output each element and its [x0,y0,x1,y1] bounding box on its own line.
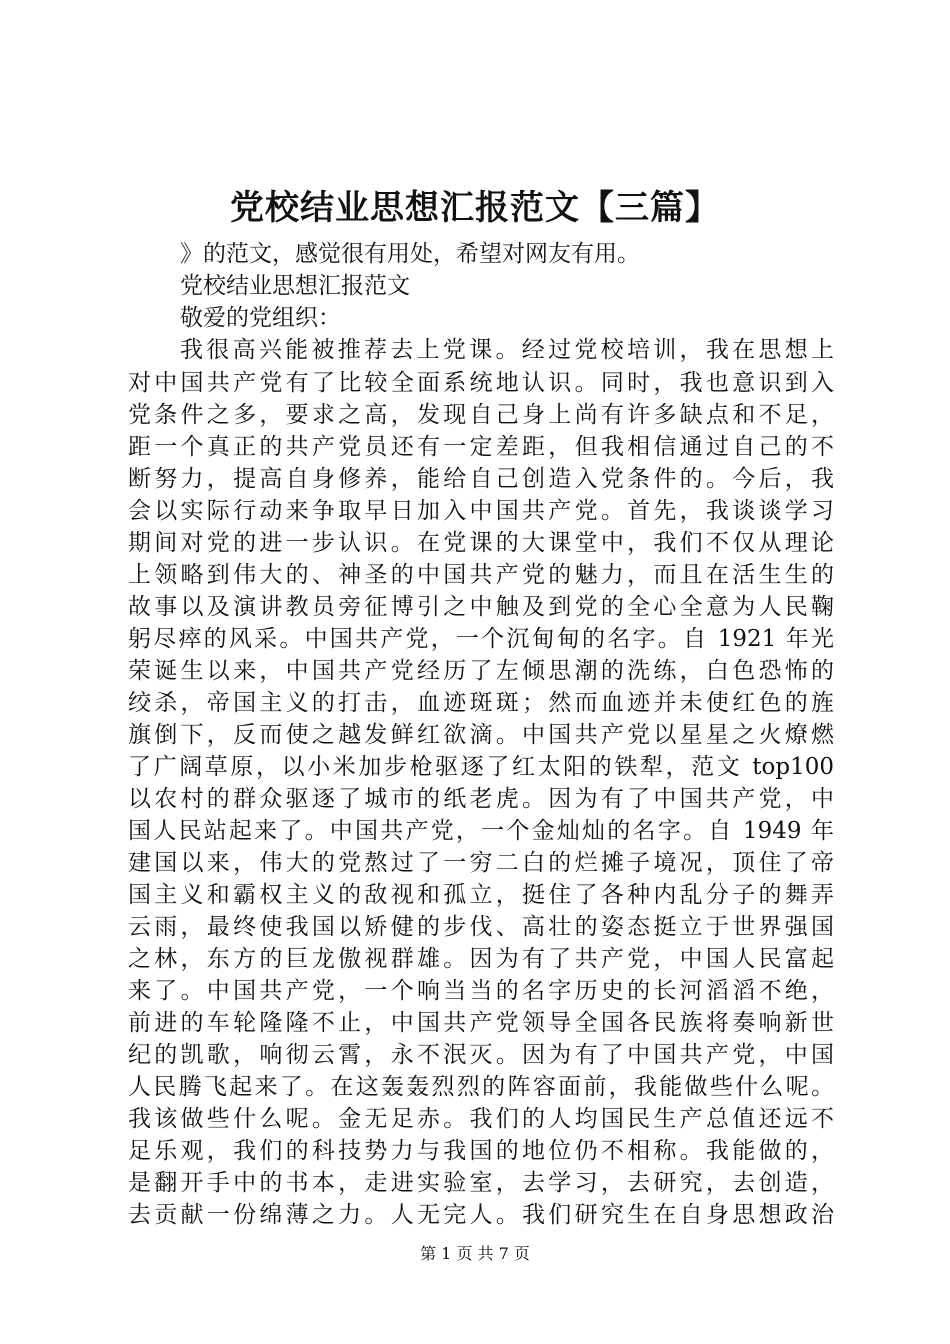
body-line: 我该做些什么呢。金无足赤。我们的人均国民生产总值还远不 [128,1106,834,1132]
salutation: 敬爱的党组织： [180,305,341,331]
body-line: 对中国共产党有了比较全面系统地认识。同时，我也意识到入 [128,370,834,396]
body-line: 荣诞生以来，中国共产党经历了左倾思潮的洗练，白色恐怖的 [128,658,834,684]
body-line: 国主义和霸权主义的敌视和孤立，挺住了各种内乱分子的舞弄 [128,882,834,908]
body-line: 了广阔草原，以小米加步枪驱逐了红太阳的铁犁，范文 top100 [128,754,834,780]
body-line: 足乐观，我们的科技势力与我国的地位仍不相称。我能做的， [128,1138,834,1164]
body-line: 去贡献一份绵薄之力。人无完人。我们研究生在自身思想政治 [128,1202,834,1228]
body-line: 建国以来，伟大的党熬过了一穷二白的烂摊子境况，顶住了帝 [128,850,834,876]
body-line: 断努力，提高自身修养，能给自己创造入党条件的。今后，我 [128,466,834,492]
body-line: 国人民站起来了。中国共产党，一个金灿灿的名字。自 1949 年 [128,818,834,844]
body-line: 上领略到伟大的、神圣的中国共产党的魅力，而且在活生生的 [128,562,834,588]
body-line: 党条件之多，要求之高，发现自己身上尚有许多缺点和不足， [128,402,834,428]
body-line: 我很高兴能被推荐去上党课。经过党校培训，我在思想上 [180,337,834,363]
intro-line: 》的范文，感觉很有用处，希望对网友有用。 [180,241,640,267]
body-line: 旗倒下，反而使之越发鲜红欲滴。中国共产党以星星之火燎燃 [128,722,834,748]
body-line: 躬尽瘁的风采。中国共产党，一个沉甸甸的名字。自 1921 年光 [128,626,834,652]
body-line: 人民腾飞起来了。在这轰轰烈烈的阵容面前，我能做些什么呢。 [128,1074,834,1100]
body-line: 距一个真正的共产党员还有一定差距，但我相信通过自己的不 [128,434,834,460]
body-line: 来了。中国共产党，一个响当当的名字历史的长河滔滔不绝， [128,978,834,1004]
body-line: 期间对党的进一步认识。在党课的大课堂中，我们不仅从理论 [128,530,834,556]
body-line: 纪的凯歌，响彻云霄，永不泯灭。因为有了中国共产党，中国 [128,1042,834,1068]
body-line: 之林，东方的巨龙傲视群雄。因为有了共产党，中国人民富起 [128,946,834,972]
body-line: 绞杀，帝国主义的打击，血迹斑斑；然而血迹并未使红色的旌 [128,690,834,716]
intro-line: 党校结业思想汇报范文 [180,273,410,299]
body-line: 前进的车轮隆隆不止，中国共产党领导全国各民族将奏响新世 [128,1010,834,1036]
page-title: 党校结业思想汇报范文【三篇】 [230,188,720,228]
page-number-footer: 第 1 页 共 7 页 [420,1244,530,1263]
body-line: 以农村的群众驱逐了城市的纸老虎。因为有了中国共产党，中 [128,786,834,812]
body-line: 云雨，最终使我国以矫健的步伐、高壮的姿态挺立于世界强国 [128,914,834,940]
body-line: 故事以及演讲教员旁征博引之中触及到党的全心全意为人民鞠 [128,594,834,620]
body-line: 是翻开手中的书本，走进实验室，去学习，去研究，去创造， [128,1170,834,1196]
body-line: 会以实际行动来争取早日加入中国共产党。首先，我谈谈学习 [128,498,834,524]
